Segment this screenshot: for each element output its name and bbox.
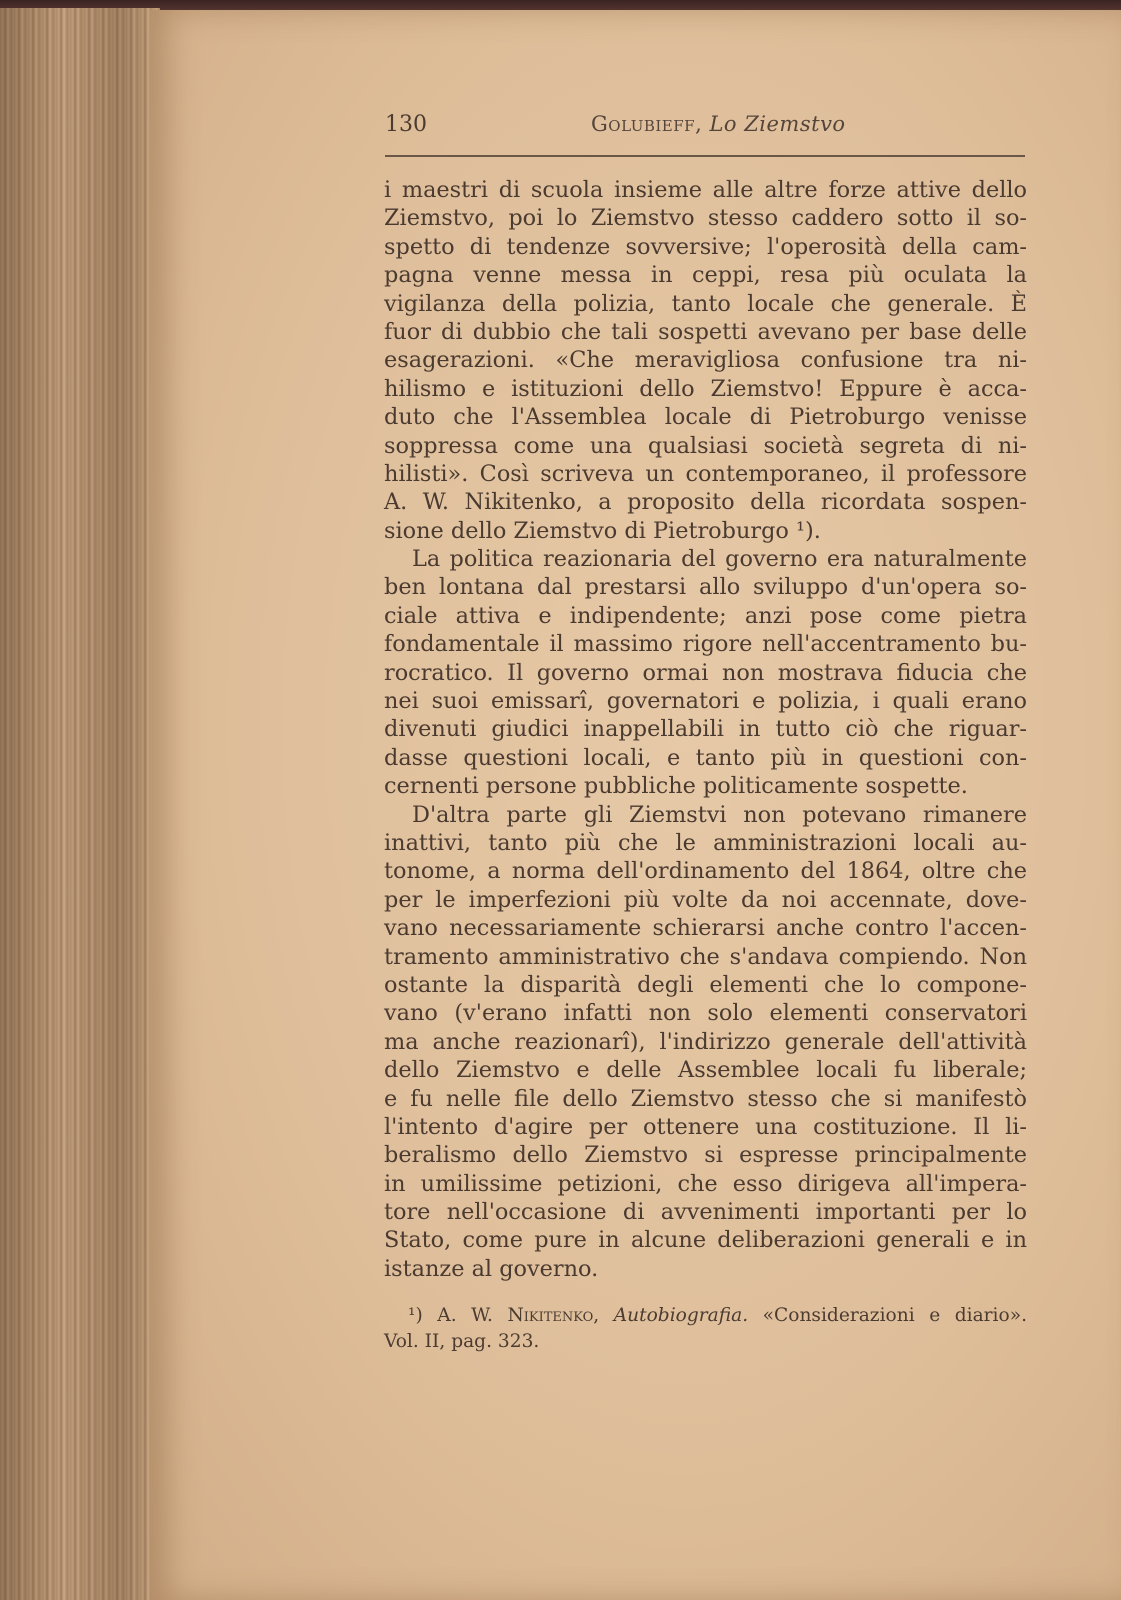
text-line: per le imperfezioni più volte da noi accennate, dove- [384, 886, 1027, 913]
page-stack-shadow [0, 8, 160, 1600]
running-title [591, 112, 846, 136]
text-line: in umilissime petizioni, che esso dirigeva all'impera- [384, 1170, 1027, 1197]
text-line: divenuti giudici inappellabili in tutto ciò che riguar- [384, 716, 1027, 743]
text-line: vano (v'erano infatti non solo elementi conservatori [384, 1000, 1027, 1027]
text-line: spetto di tendenze sovversive; l'operosità della cam- [384, 233, 1027, 260]
text-line: dello Ziemstvo e delle Assemblee locali fu liberale; [384, 1057, 1027, 1084]
text-line: soppressa come una qualsiasi società segreta di ni- [384, 432, 1027, 459]
text-line: Stato, come pure in alcune deliberazioni generali e in [384, 1227, 1027, 1254]
text-line: cernenti persone pubbliche politicamente sospette. [384, 773, 968, 800]
text-line: D'altra parte gli Ziemstvi non potevano rimanere [412, 801, 1027, 828]
text-line: l'intento d'agire per ottenere una costituzione. Il li- [384, 1113, 1027, 1140]
text-line: inattivi, tanto più che le amministrazioni locali au- [384, 829, 1027, 856]
text-line: tore nell'occasione di avvenimenti importanti per lo [384, 1199, 1027, 1226]
text-line: ostante la disparità degli elementi che lo compone- [384, 971, 1027, 998]
text-line: duto che l'Assemblea locale di Pietroburgo venisse [384, 404, 1027, 431]
text-line: dasse questioni locali, e tanto più in questioni con- [384, 744, 1027, 771]
footnote-author: A. W. Nikitenko, [437, 1305, 600, 1326]
text-line: rocratico. Il governo ormai non mostrava fiducia che [384, 659, 1027, 686]
text-line: beralismo dello Ziemstvo si espresse principalmente [384, 1142, 1027, 1169]
text-line: tramento amministrativo che s'andava compiendo. Non [384, 943, 1027, 970]
text-line: pagna venne messa in ceppi, resa più oculata la [384, 262, 1027, 289]
text-line: nei suoi emissarî, governatori e polizia, i quali erano [384, 688, 1027, 715]
text-line: hilisti». Così scriveva un contemporaneo, il professore [384, 460, 1027, 487]
running-header [385, 112, 1025, 142]
text-line: esagerazioni. «Che meravigliosa confusione tra ni- [384, 347, 1027, 374]
text-line: La politica reazionaria del governo era naturalmente [412, 546, 1027, 573]
text-line: ben lontana dal prestarsi allo sviluppo d'un'opera so- [384, 574, 1027, 601]
footnote-line-1 [384, 1303, 1027, 1329]
footnote-marker: ¹) [408, 1305, 423, 1326]
header-author: Golubieff, [591, 112, 703, 136]
footnote-line-2: Vol. II, pag. 323. [384, 1331, 540, 1352]
text-line: fuor di dubbio che tali sospetti avevano per base delle [384, 318, 1027, 345]
text-line: fondamentale il massimo rigore nell'accentramento bu- [384, 631, 1027, 658]
text-line: A. W. Nikitenko, a proposito della ricordata sospen- [384, 489, 1027, 516]
body-text [384, 176, 1027, 1283]
footnote [384, 1303, 1027, 1355]
text-line: sione dello Ziemstvo di Pietroburgo ¹). [384, 517, 821, 544]
footnote-work: Autobiografia. [613, 1305, 749, 1326]
footnote-rest: «Considerazioni e diario». [762, 1305, 1027, 1326]
text-line: vano necessariamente schierarsi anche contro l'accen- [384, 915, 1027, 942]
text-line: tonome, a norma dell'ordinamento del 1864, oltre che [384, 858, 1027, 885]
text-line: i maestri di scuola insieme alle altre forze attive dello [384, 177, 1027, 203]
text-line: istanze al governo. [384, 1255, 599, 1282]
text-line: vigilanza della polizia, tanto locale che generale. È [384, 290, 1027, 317]
text-line: Ziemstvo, poi lo Ziemstvo stesso caddero sotto il so- [384, 205, 1027, 232]
header-rule [385, 155, 1025, 157]
page-number: 130 [385, 112, 427, 137]
text-line: ciale attiva e indipendente; anzi pose come pietra [384, 602, 1027, 629]
text-line: ma anche reazionarî), l'indirizzo generale dell'attività [384, 1028, 1027, 1055]
text-line: hilismo e istituzioni dello Ziemstvo! Eppure è acca- [384, 375, 1027, 402]
text-line: e fu nelle file dello Ziemstvo stesso che si manifestò [384, 1085, 1027, 1112]
header-title: Lo Ziemstvo [709, 112, 846, 136]
